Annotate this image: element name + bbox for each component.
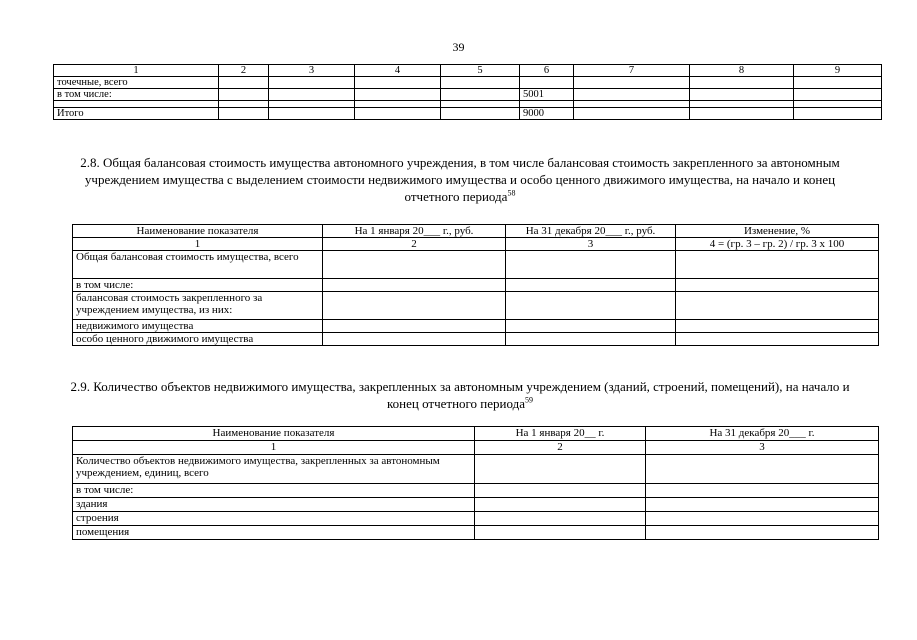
row-label: строения: [73, 512, 475, 526]
row-label: здания: [73, 498, 475, 512]
column-header: Изменение, %: [676, 225, 879, 238]
column-number: 3: [646, 441, 879, 455]
table-row: [73, 455, 879, 484]
column-numbers-row: [73, 441, 879, 455]
row-label: в том числе:: [54, 89, 219, 101]
column-header: На 31 декабря 20___ г., руб.: [506, 225, 676, 238]
row-code: [520, 101, 574, 108]
column-numbers-row: [73, 238, 879, 251]
row-label: недвижимого имущества: [73, 320, 323, 333]
table-row: [73, 484, 879, 498]
column-header: На 1 января 20__ г.: [475, 427, 646, 441]
heading-text: 2.8. Общая балансовая стоимость имущества автономного учреждения, в том числе балансовая стоимость закрепленного за автономным учреждением имущества с выделением стоимости недвижимого имущества и особо ценного движимого имущества, на начало и конец отчетного периода: [80, 155, 840, 204]
column-number: 4: [355, 65, 441, 77]
section-heading-2-8: [60, 154, 860, 205]
column-number: 1: [73, 238, 323, 251]
column-header: Наименование показателя: [73, 225, 323, 238]
row-label: балансовая стоимость закрепленного за учреждением имущества, из них:: [73, 292, 323, 320]
row-label: Количество объектов недвижимого имущества, закрепленных за автономным учреждением, единиц, всего: [73, 455, 475, 484]
row-label: Итого: [54, 108, 219, 120]
column-number: 6: [520, 65, 574, 77]
row-label: точечные, всего: [54, 77, 219, 89]
section-heading-2-9: [60, 378, 860, 412]
table-row: [54, 77, 882, 89]
table-row: [54, 108, 882, 120]
table-row: [54, 89, 882, 101]
column-number: 7: [574, 65, 690, 77]
table-row: [73, 512, 879, 526]
column-number: 9: [794, 65, 882, 77]
row-label: Общая балансовая стоимость имущества, всего: [73, 251, 323, 279]
column-header: На 1 января 20___ г., руб.: [323, 225, 506, 238]
row-code: 9000: [520, 108, 574, 120]
row-label: [54, 101, 219, 108]
column-number: 3: [506, 238, 676, 251]
row-label: в том числе:: [73, 484, 475, 498]
table-header-row: [73, 427, 879, 441]
column-number: 2: [475, 441, 646, 455]
continuation-table: [53, 64, 882, 120]
row-code: 5001: [520, 89, 574, 101]
table-row: [73, 526, 879, 540]
column-header: Наименование показателя: [73, 427, 475, 441]
row-label: в том числе:: [73, 279, 323, 292]
column-header: На 31 декабря 20___ г.: [646, 427, 879, 441]
column-number: 4 = (гр. 3 – гр. 2) / гр. 3 х 100: [676, 238, 879, 251]
footnote-mark: 59: [525, 395, 533, 405]
balance-value-table: [72, 224, 879, 346]
table-header-row: [73, 225, 879, 238]
heading-text: 2.9. Количество объектов недвижимого имущества, закрепленных за автономным учреждением (зданий, строений, помещений), на начало и конец отчетного периода: [70, 379, 850, 411]
table-row: [54, 101, 882, 108]
row-code: [520, 77, 574, 89]
real-estate-count-table: [72, 426, 879, 540]
table-row: [73, 333, 879, 346]
column-number: 8: [690, 65, 794, 77]
column-number: 2: [219, 65, 269, 77]
table-header-row: [54, 65, 882, 77]
row-label: особо ценного движимого имущества: [73, 333, 323, 346]
row-label: помещения: [73, 526, 475, 540]
column-number: 1: [73, 441, 475, 455]
column-number: 1: [54, 65, 219, 77]
column-number: 5: [441, 65, 520, 77]
table-row: [73, 320, 879, 333]
column-number: 2: [323, 238, 506, 251]
table-row: [73, 498, 879, 512]
footnote-mark: 58: [507, 188, 516, 198]
table-row: [73, 251, 879, 279]
table-row: [73, 292, 879, 320]
table-row: [73, 279, 879, 292]
page-number: 39: [452, 40, 465, 54]
column-number: 3: [269, 65, 355, 77]
